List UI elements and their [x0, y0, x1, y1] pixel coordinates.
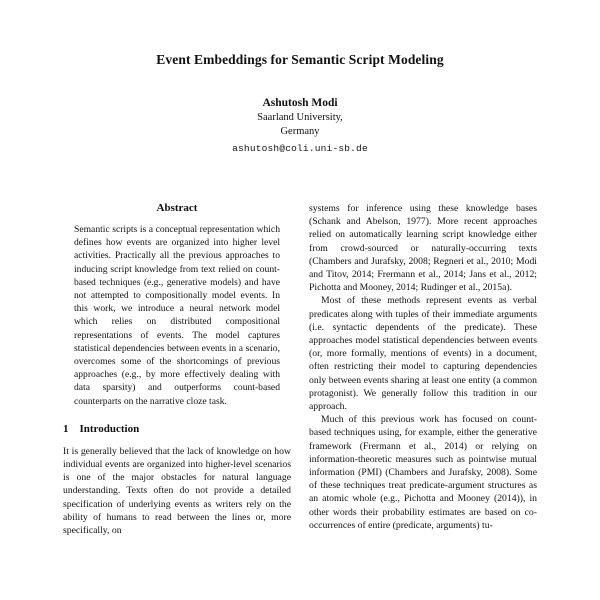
abstract-text: Semantic scripts is a conceptual representation which defines how events are organized into higher level activities. Practically all the previous approaches to inducing script knowledge from text relied on count-based techniques (e.g., generative models) and have not attempted to compositionally model events. In this work, we introduce a neural network model which relies on distributed compositional representations of events. The model captures statistical dependencies between events in a scenario, overcomes some of the shortcomings of previous approaches (e.g., by more effectively dealing with data sparsity) and outperforms count-based counterparts on the narrative cloze task. — [74, 224, 280, 407]
introduction-paragraph: It is generally believed that the lack of knowledge on how individual events are organized into higher-level scenarios is one of the major obstacles for natural language understanding. Texts often do not provide a detailed specification of underlying events as writers rely on the ability of humans to read between the lines or, more specifically, on — [63, 445, 291, 537]
author-affiliation-line2: Germany — [280, 126, 320, 137]
paper-title: Event Embeddings for Semantic Script Modeling — [156, 52, 444, 67]
author-block — [0, 96, 600, 156]
left-column — [63, 202, 291, 537]
section-number: 1 — [63, 422, 69, 435]
section-heading-introduction — [63, 423, 291, 435]
right-column — [309, 202, 537, 537]
abstract-heading: Abstract — [156, 202, 198, 214]
two-column-body — [0, 202, 600, 537]
author-email: ashutosh@coli.uni-sb.de — [232, 143, 368, 154]
right-column-paragraph-2: Most of these methods represent events as verbal predicates along with tuples of their immediate arguments (i.e. syntactic dependents of the predicate). These approaches model statistical dependencies between events (or, more formally, mentions of events) in a document, often restricting their model to capturing dependencies only between events sharing at least one entity (a common protagonist). We generally follow this tradition in our approach. — [309, 295, 537, 413]
right-column-paragraph-1: systems for inference using these knowledge bases (Schank and Abelson, 1977). More recent approaches relied on automatically learning script knowledge either from crowd-sourced or naturally-occurring texts (Chambers and Jurafsky, 2008; Regneri et al., 2010; Modi and Titov, 2014; Frermann et al., 2014; Jans et al., 2012; Pichotta and Mooney, 2014; Rudinger et al., 2015a). — [309, 203, 537, 294]
author-name: Ashutosh Modi — [262, 97, 338, 109]
section-title: Introduction — [79, 422, 140, 435]
right-column-paragraph-3: Much of this previous work has focused on count-based techniques using, for example, either the generative framework (Frermann et al., 2014) or relying on information-theoretic measures such as pointwise mutual information (PMI) (Chambers and Jurafsky, 2008). Some of these techniques treat predicate-argument structures as an atomic whole (e.g., Pichotta and Mooney (2014)), in other words their probability estimates are based on co-occurrences of entire (predicate, arguments) tu- — [309, 414, 537, 531]
author-affiliation-line1: Saarland University, — [257, 112, 343, 123]
